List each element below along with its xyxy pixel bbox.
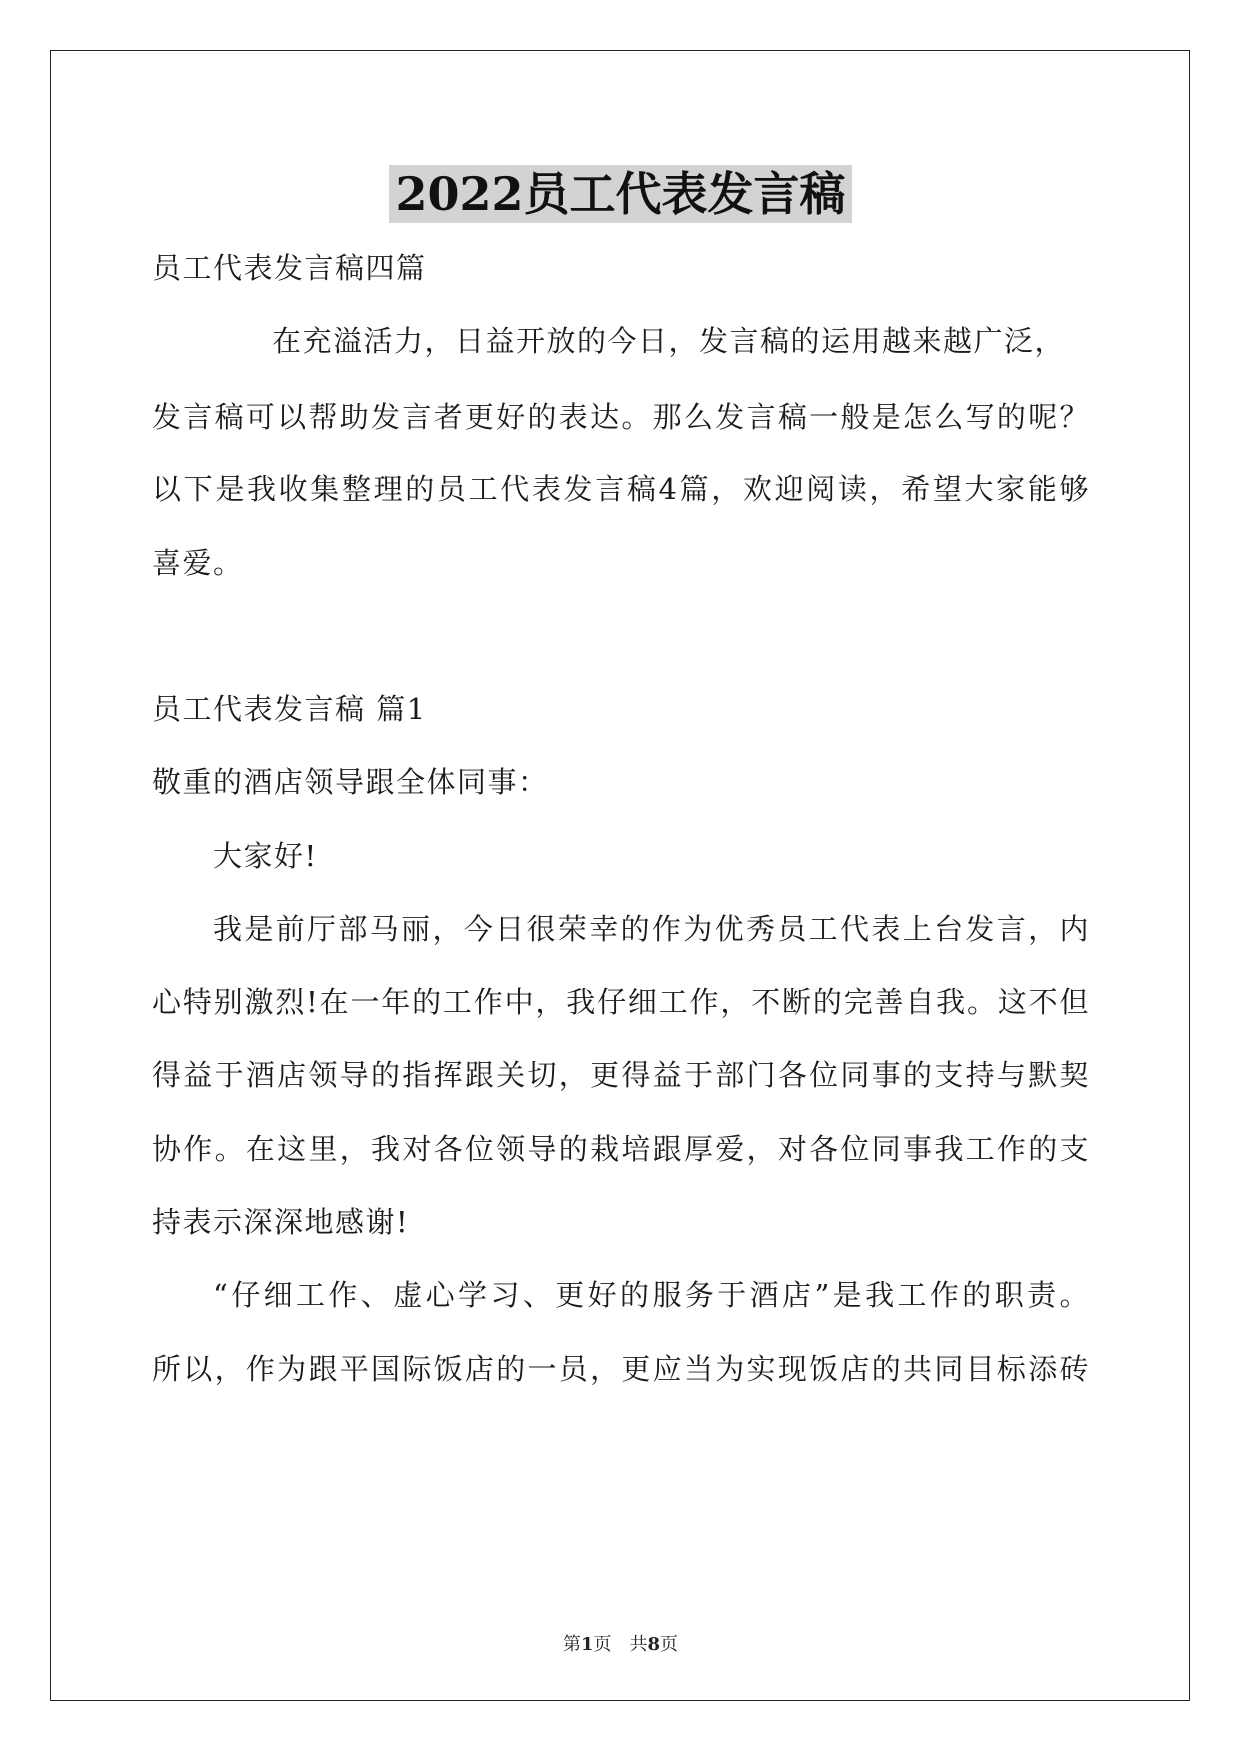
section-heading: 员工代表发言稿 篇1 xyxy=(152,692,427,726)
document-title: 2022员工代表发言稿 xyxy=(389,165,851,223)
paragraph-line: 持表示深深地感谢! xyxy=(152,1205,410,1239)
footer-suffix: 页 xyxy=(660,1634,679,1655)
footer-prefix: 第 xyxy=(562,1634,581,1655)
paragraph-line: 发言稿可以帮助发言者更好的表达。那么发言稿一般是怎么写的呢？ xyxy=(152,400,1090,434)
footer-total-pages: 8 xyxy=(647,1634,661,1655)
paragraph-line: 心特别激烈!在一年的工作中，我仔细工作，不断的完善自我。这不但 xyxy=(152,985,1090,1019)
paragraph-line: 以下是我收集整理的员工代表发言稿4篇，欢迎阅读，希望大家能够 xyxy=(152,472,1090,506)
greeting: 大家好! xyxy=(213,839,318,873)
salutation: 敬重的酒店领导跟全体同事： xyxy=(152,765,549,799)
document-title-wrap xyxy=(0,158,1241,224)
paragraph-line: “仔细工作、虚心学习、更好的服务于酒店”是我工作的职责。 xyxy=(213,1278,1090,1312)
paragraph-line: 得益于酒店领导的指挥跟关切，更得益于部门各位同事的支持与默契 xyxy=(152,1058,1090,1092)
paragraph-line: 所以，作为跟平国际饭店的一员，更应当为实现饭店的共同目标添砖 xyxy=(152,1352,1090,1386)
footer-middle: 页 共 xyxy=(593,1634,648,1655)
paragraph-line: 协作。在这里，我对各位领导的栽培跟厚爱，对各位同事我工作的支 xyxy=(152,1132,1090,1166)
footer-page-number: 1 xyxy=(580,1634,594,1655)
paragraph-line: 我是前厅部马丽，今日很荣幸的作为优秀员工代表上台发言，内 xyxy=(213,912,1090,946)
paragraph-line: 喜爱。 xyxy=(152,546,244,580)
paragraph-line: 在充溢活力，日益开放的今日，发言稿的运用越来越广泛， xyxy=(272,324,1066,358)
page-border xyxy=(50,50,1190,1701)
page-footer xyxy=(0,1630,1241,1656)
subtitle: 员工代表发言稿四篇 xyxy=(152,251,427,285)
